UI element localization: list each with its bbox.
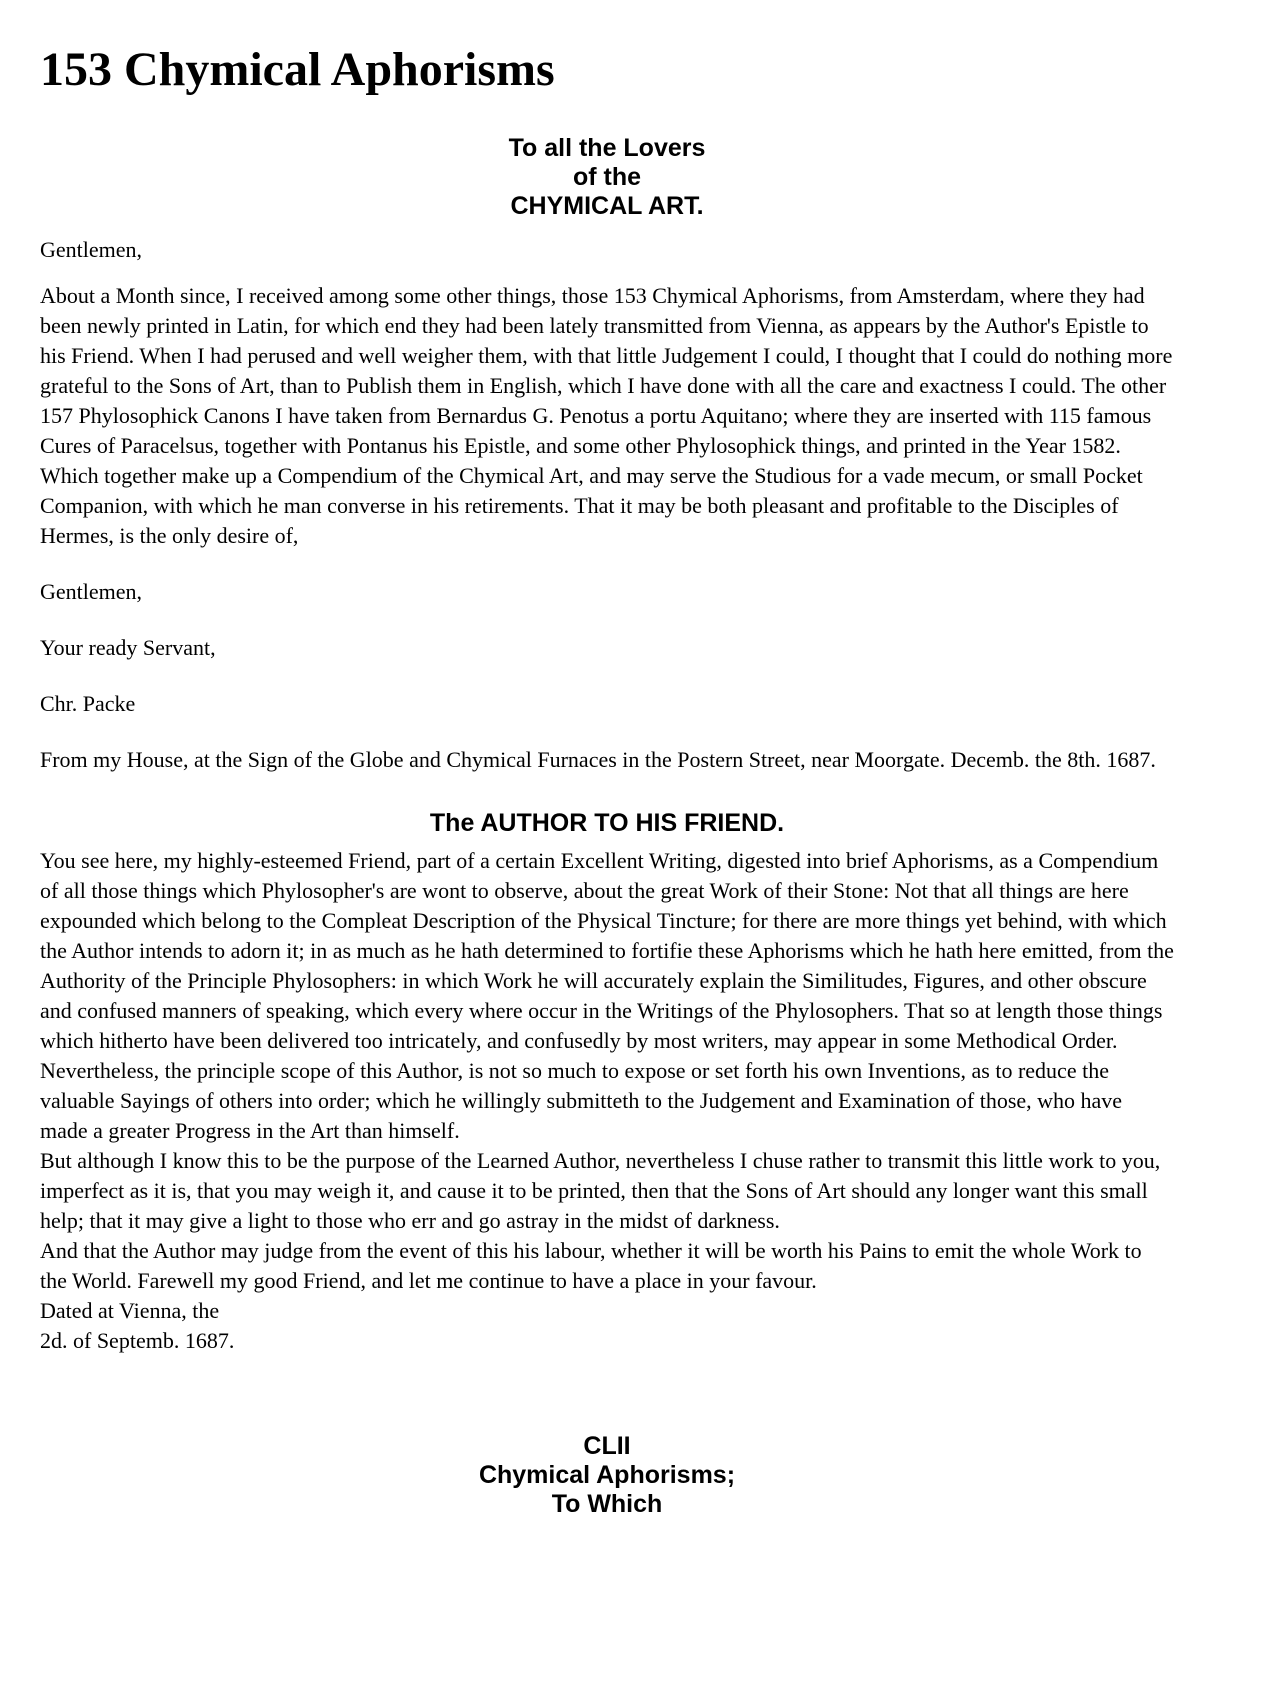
dedication-line-1: To all the Lovers — [508, 134, 706, 162]
epistle-signature: Chr. Packe — [40, 691, 136, 716]
epistle-closing-salutation: Gentlemen, — [40, 579, 143, 604]
author-paragraph-3: And that the Author may judge from the event of this his labour, whether it will be worth his Pains to emit the whole Work to the World. Farewell my good Friend, and let me continue to have a place in your favour. — [40, 1238, 1142, 1293]
dedication-heading — [40, 134, 1174, 221]
next-chapter-line-3: To Which — [551, 1490, 663, 1518]
next-chapter-heading — [40, 1432, 1174, 1519]
author-to-friend-heading: The AUTHOR TO HIS FRIEND. — [429, 809, 785, 837]
next-chapter-line-1: CLII — [583, 1432, 631, 1460]
author-paragraph-1: You see here, my highly-esteemed Friend, part of a certain Excellent Writing, digested into brief Aphorisms, as a Compendium of all those things which Phylosopher's are wont to observe, about the great Work of their Stone: Not that all things are here expounded which belong to the Compleat Description of the Physical Tincture; for there are more things yet behind, with which the Author intends to adorn it; in as much as he hath determined to fortifie these Aphorisms which he hath here emitted, from the Authority of the Principle Phylosophers: in which Work he will accurately explain the Similitudes, Figures, and other obscure and confused manners of speaking, which every where occur in the Writings of the Phylosophers. That so at length those things which hitherto have been delivered too intricately, and confusedly by most writers, may appear in some Methodical Order. Nevertheless, the principle scope of this Author, is not so much to expose or set forth his own Inventions, as to reduce the valuable Sayings of others into order; which he willingly submitteth to the Judgement and Examination of those, who have made a greater Progress in the Art than himself. — [40, 848, 1174, 1143]
author-paragraph-2: But although I know this to be the purpose of the Learned Author, nevertheless I chuse rather to transmit this little work to you, imperfect as it is, that you may weigh it, and cause it to be printed, then that the Sons of Art should any longer want this small help; that it may give a light to those who err and go astray in the midst of darkness. — [40, 1148, 1161, 1233]
document-page — [0, 40, 1275, 1690]
epistle-from-line: From my House, at the Sign of the Globe and Chymical Furnaces in the Postern Street, near Moorgate. Decemb. the 8th. 1687. — [40, 747, 1156, 772]
author-to-friend-text — [40, 846, 1174, 1356]
dedication-line-2: of the — [572, 163, 642, 191]
page-title: 153 Chymical Aphorisms — [40, 43, 555, 96]
author-dated-line: Dated at Vienna, the — [40, 1298, 220, 1323]
epistle-salutation: Gentlemen, — [40, 237, 143, 262]
next-chapter-line-2: Chymical Aphorisms; — [478, 1461, 736, 1489]
dedication-line-3: CHYMICAL ART. — [510, 192, 704, 220]
author-date-line: 2d. of Septemb. 1687. — [40, 1328, 235, 1353]
epistle-body-paragraph: About a Month since, I received among some other things, those 153 Chymical Aphorisms, from Amsterdam, where they had been newly printed in Latin, for which end they had been lately transmitted from Vienna, as appears by the Author's Epistle to his Friend. When I had perused and well weigher them, with that little Judgement I could, I thought that I could do nothing more grateful to the Sons of Art, than to Publish them in English, which I have done with all the care and exactness I could. The other 157 Phylosophick Canons I have taken from Bernardus G. Penotus a portu Aquitano; where they are inserted with 115 famous Cures of Paracelsus, together with Pontanus his Epistle, and some other Phylosophick things, and printed in the Year 1582. Which together make up a Compendium of the Chymical Art, and may serve the Studious for a vade mecum, or small Pocket Companion, with which he man converse in his retirements. That it may be both pleasant and profitable to the Disciples of Hermes, is the only desire of, — [40, 283, 1173, 548]
epistle-valediction: Your ready Servant, — [40, 635, 216, 660]
